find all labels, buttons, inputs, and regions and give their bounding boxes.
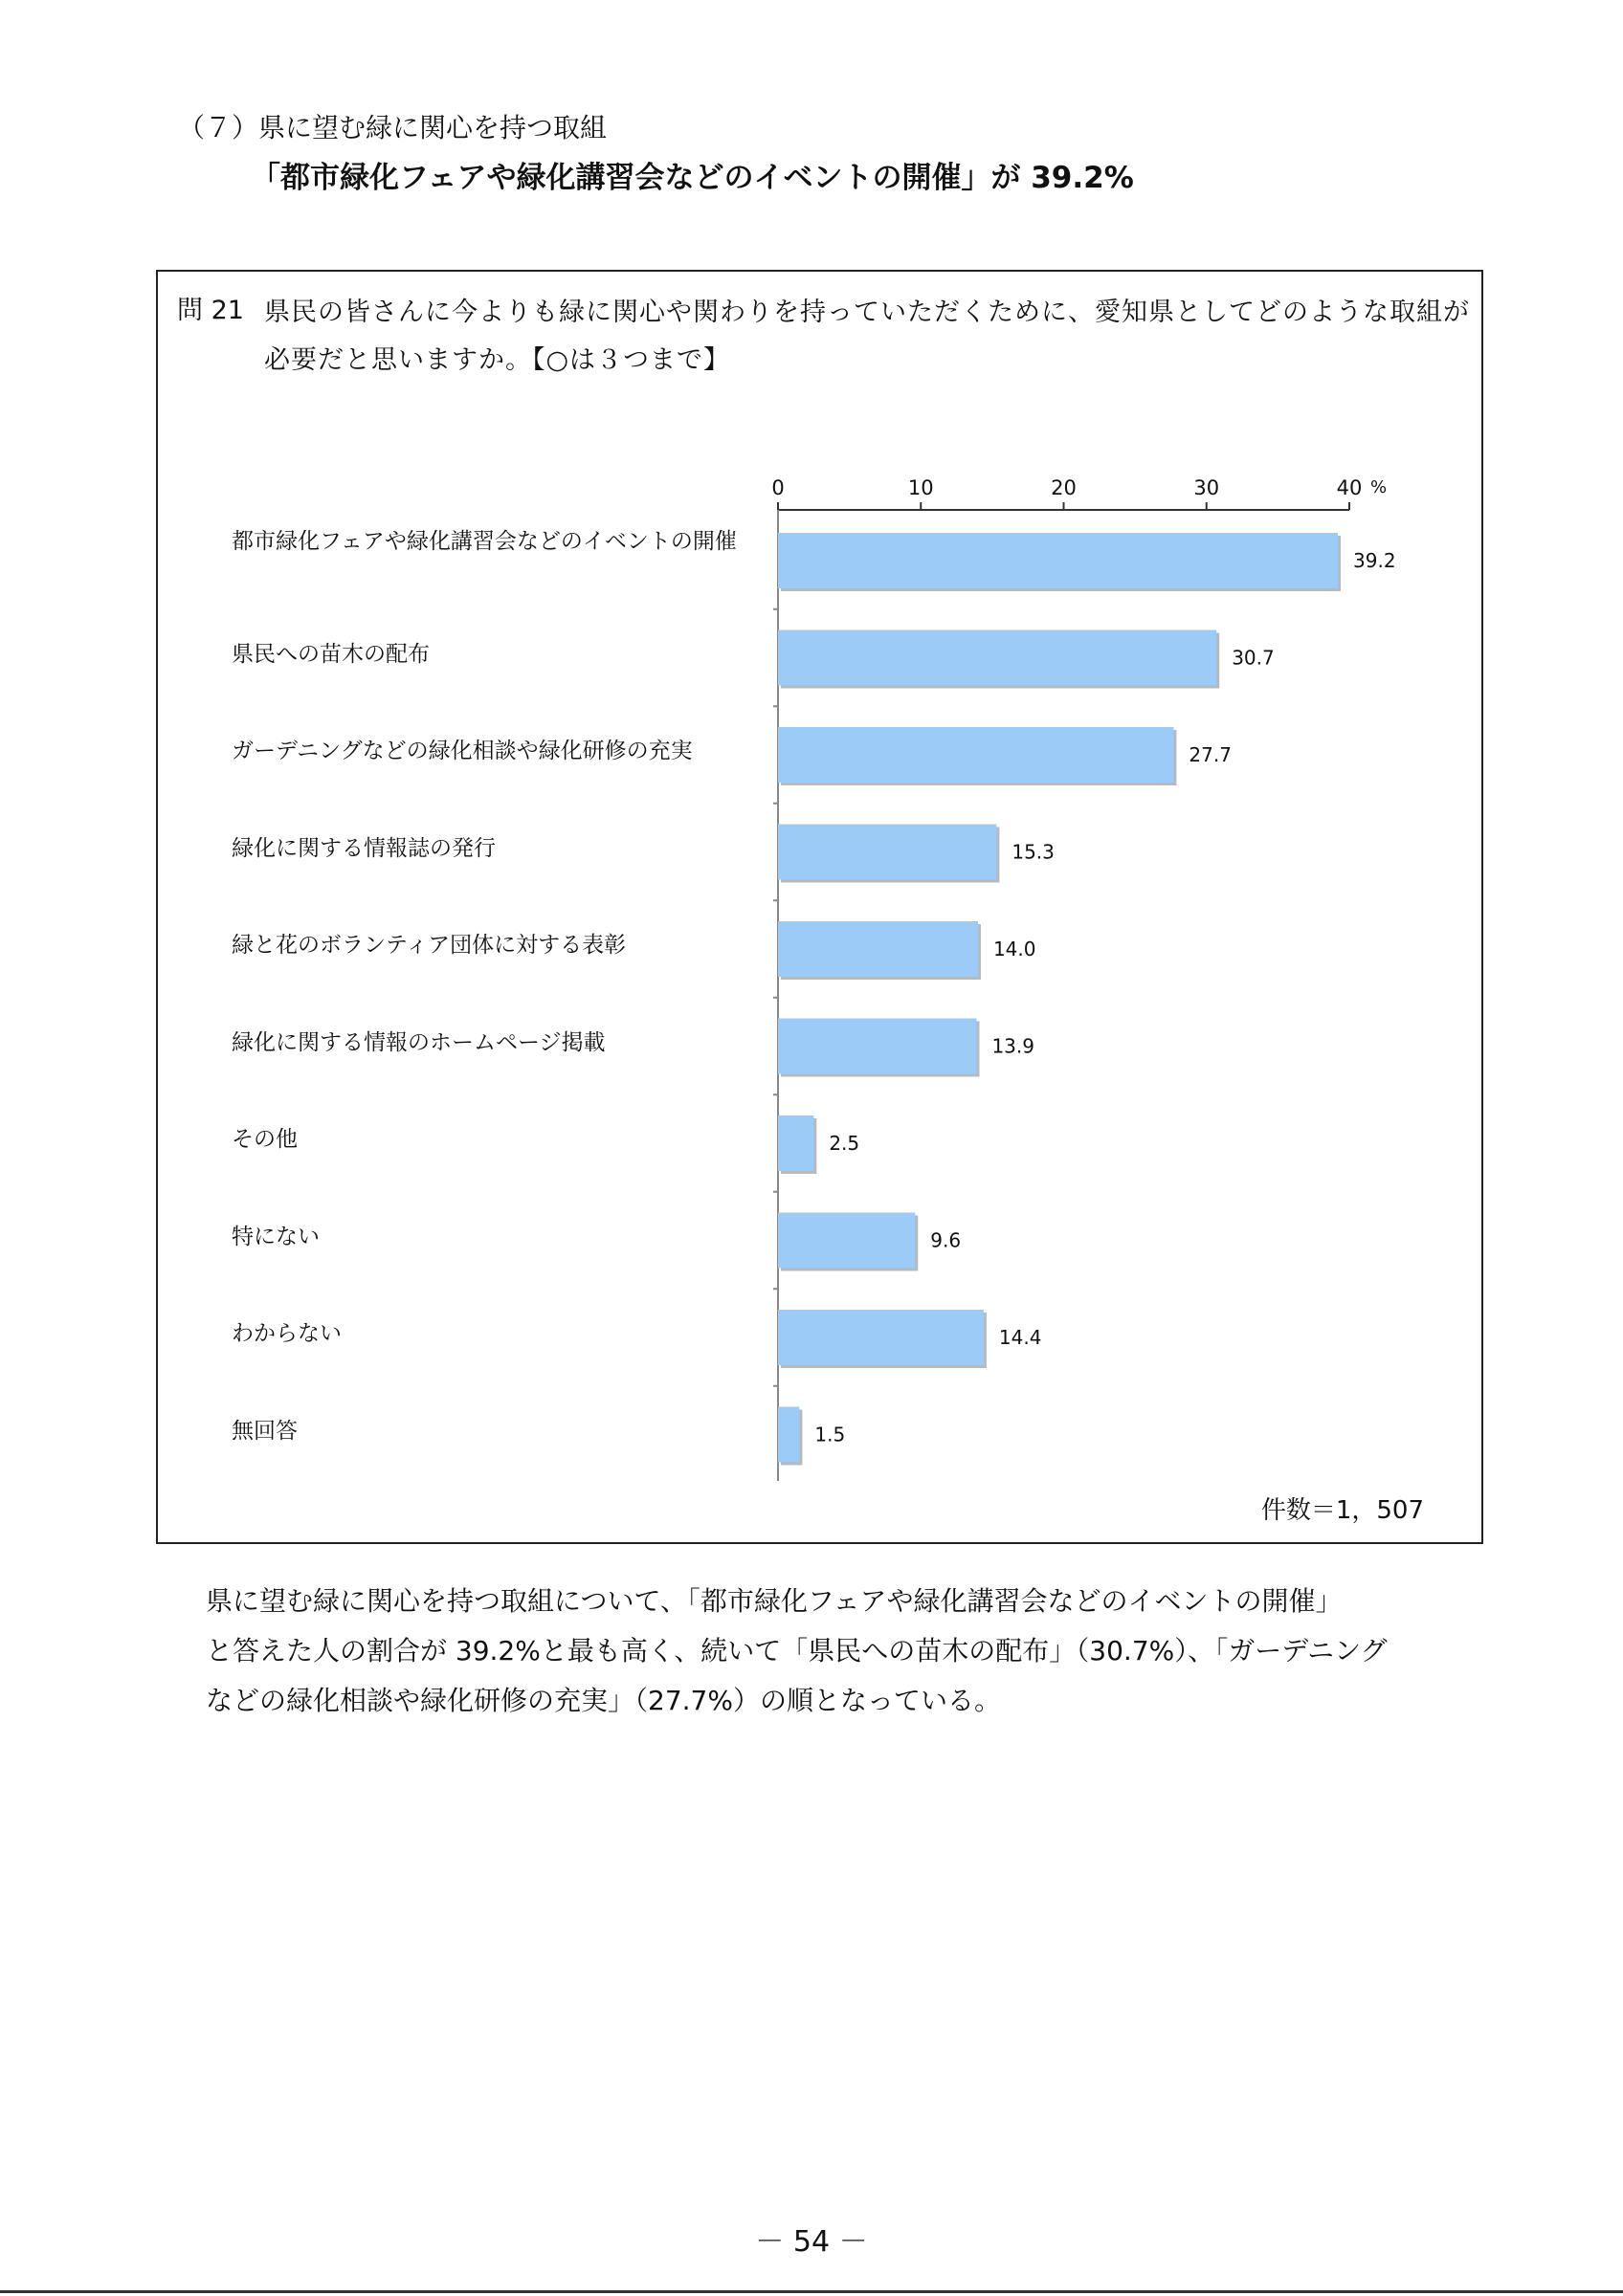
value-label: 39.2	[1353, 549, 1396, 572]
question-text: 県民の皆さんに今よりも緑に関心や関わりを持っていただくために、愛知県としてどのような取組が必要だと思いますか。【○は３つまで】	[264, 298, 1470, 375]
category-label: 緑化に関する情報のホームページ掲載	[232, 1029, 606, 1055]
category-label: 特にない	[232, 1224, 320, 1249]
x-tick-label: 30	[1193, 476, 1220, 499]
x-tick-label: 40	[1336, 476, 1363, 499]
category-label: 都市緑化フェアや緑化講習会などのイベントの開催	[232, 529, 737, 554]
value-label: 13.9	[991, 1034, 1034, 1058]
summary-line: 県に望む緑に関心を持つ取組について、「都市緑化フェアや緑化講習会などのイベントの開催」	[206, 1585, 1343, 1617]
summary-paragraph	[206, 1577, 1478, 1726]
section-subheading: 「都市緑化フェアや緑化講習会などのイベントの開催」が 39.2%	[251, 161, 1134, 195]
summary-line: と答えた人の割合が 39.2%と最も高く、続いて「県民への苗木の配布」（30.7%）、「ガーデニング	[206, 1635, 1388, 1667]
value-label: 27.7	[1189, 743, 1232, 766]
bar	[778, 1310, 984, 1365]
bar	[778, 727, 1173, 783]
bar	[778, 921, 978, 977]
x-tick-label: 20	[1051, 476, 1077, 499]
response-count: 件数＝1，507	[1260, 1496, 1424, 1525]
question-number: 問 21	[177, 296, 244, 325]
category-label: 緑と花のボランティア団体に対する表彰	[232, 933, 627, 958]
bar	[778, 630, 1216, 686]
bar	[778, 1115, 813, 1171]
bar	[778, 1213, 915, 1269]
bar	[778, 1019, 976, 1074]
category-label: 緑化に関する情報誌の発行	[232, 835, 496, 861]
x-axis-unit: %	[1370, 477, 1388, 497]
value-label: 1.5	[814, 1423, 846, 1446]
section-heading: （７）県に望む緑に関心を持つ取組	[178, 112, 608, 144]
category-label: 無回答	[232, 1418, 298, 1444]
value-label: 14.0	[992, 938, 1036, 960]
x-tick-label: 0	[771, 476, 785, 499]
bar	[778, 533, 1338, 588]
value-label: 9.6	[930, 1228, 962, 1252]
summary-line: などの緑化相談や緑化研修の充実」（27.7%）の順となっている。	[206, 1685, 1001, 1716]
value-label: 15.3	[1012, 840, 1055, 864]
page-number: － 54 －	[755, 2225, 868, 2259]
value-label: 2.5	[829, 1132, 860, 1155]
x-tick-label: 10	[907, 476, 934, 499]
value-label: 14.4	[998, 1326, 1042, 1349]
category-label: わからない	[232, 1321, 342, 1346]
value-label: 30.7	[1232, 646, 1275, 670]
category-label: ガーデニングなどの緑化相談や緑化研修の充実	[232, 739, 693, 763]
category-label: その他	[232, 1127, 298, 1152]
bar	[778, 1407, 799, 1463]
bottom-rule	[0, 2290, 1623, 2293]
category-label: 県民への苗木の配布	[232, 641, 430, 667]
bar	[778, 825, 996, 880]
